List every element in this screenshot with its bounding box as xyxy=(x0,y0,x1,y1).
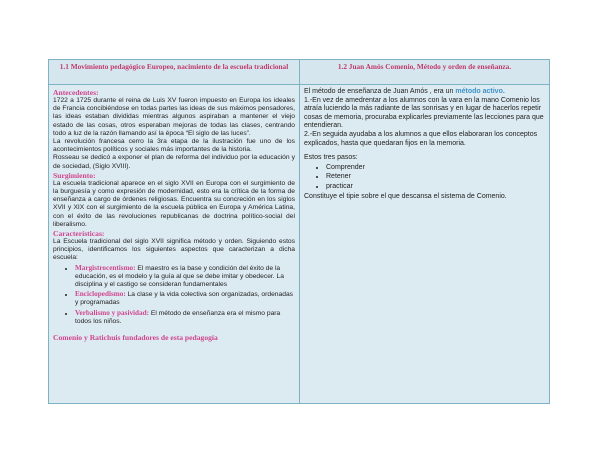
metodo-intro-text: El método de enseñanza de Juan Amós , era un xyxy=(304,88,456,95)
header-right-title: 1.2 Juan Amós Comenio, Método y orden de enseñanza. xyxy=(337,62,512,71)
antecedentes-heading: Antecedentes: xyxy=(53,88,99,97)
list-item: • practicar xyxy=(326,183,545,192)
header-row xyxy=(49,60,550,85)
header-left-title: 1.1 Movimiento pedagógico Europeo, nacimiento de la escuela tradicional xyxy=(59,62,289,71)
body-row xyxy=(49,85,550,404)
antecedentes-p2: La revolución francesa cerro la 3ra etapa de la ilustración fue uno de los acontecimientos políticos y sociales más importantes de la historia. xyxy=(53,138,295,154)
list-item-text: El maestro es la base y condición del éxito de la educación, es el modelo y la guía al que se debe imitar y obedecer. La disciplina y el castigo se consideran fundamentales xyxy=(75,264,284,289)
list-item-term: Verbalismo y pasividad: xyxy=(75,308,150,317)
fundadores-note: Comenio y Ratichuis fundadores de esta pedagogía xyxy=(53,333,218,343)
list-item xyxy=(75,264,295,290)
header-cell-right xyxy=(300,60,550,85)
caracteristicas-intro: La Escuela tradicional del siglo XVII significa método y orden. Siguiendo estos principios, identificamos los siguientes aspectos que caracterizan a dicha escuela: xyxy=(53,238,295,262)
list-item xyxy=(75,309,295,326)
antecedentes-p3: Rosseau se dedicó a exponer el plan de reforma del individuo por la educación y de sociedad, (Siglo XVIII). xyxy=(53,154,295,170)
surgimiento-p1: La escuela tradicional aparece en el siglo XVII en Europa con el surgimiento de la burguesía y como expresión de modernidad, esto era la crítica de la forma de enseñanza a cargo de órdenes religiosas. Encuentra su concreción en los siglos XVII y XIX con el surgimiento de la escuela pública en Europa y América Latina, con el éxito de las revoluciones republicanas de doctrina político-social del liberalismo. xyxy=(53,179,295,228)
list-item-text: La clase y la vida colectiva son organizadas, ordenadas y programadas xyxy=(75,291,294,307)
pasos-heading: Estos tres pasos: xyxy=(304,154,358,162)
content-table xyxy=(48,59,550,404)
pasos-closing: Constituye el tipie sobre el que descansa el sistema de Comenio. xyxy=(304,192,507,200)
pasos-list xyxy=(304,164,545,192)
metodo-p1: 1.-En vez de amedrentar a los alumnos con la vara en la mano Comenio los atraía luciendo la más radiante de las sonrisas y en lugar de hacerlos repetir cosas de memoria, procuraba explicarles previamente las lecciones para que entendieran. xyxy=(304,96,544,130)
list-item-text: El método de enseñanza era el mismo para todos los niños. xyxy=(75,309,281,325)
header-cell-left xyxy=(49,60,300,85)
metodo-activo-highlight: método activo. xyxy=(455,88,505,95)
metodo-intro xyxy=(304,88,545,97)
list-item-term: Margistrocentismo: xyxy=(75,263,136,272)
metodo-p2: 2.-En seguida ayudaba a los alumnos a que ellos elaboraran los conceptos explicados, hasta que quedaran fijos en la memoria. xyxy=(304,130,538,147)
caracteristicas-heading: Características: xyxy=(53,229,105,239)
left-cell xyxy=(49,85,300,404)
antecedentes-p1: 1722 a 1725 durante el reina de Luis XV fueron impuesto en Europa los ideales de Francia concibiéndose en todas partes las ideas de sus máximos pensadores, las ideas estaban divididas mientras algunos aspiraban a mantener el viejo estado de las cosas, otros esperaban mejoras de todas las clases, centrando todo a luz de la razón llamando así la época “El siglo de las luces”. xyxy=(53,97,295,137)
list-item xyxy=(75,290,295,307)
surgimiento-heading: Surgimiento: xyxy=(53,170,96,180)
list-item: • Retener xyxy=(326,173,545,182)
list-item-term: Enciclopedismo: xyxy=(75,290,126,299)
list-item: • Comprender xyxy=(326,164,545,173)
caracteristicas-list xyxy=(53,264,295,326)
right-cell xyxy=(300,85,550,404)
